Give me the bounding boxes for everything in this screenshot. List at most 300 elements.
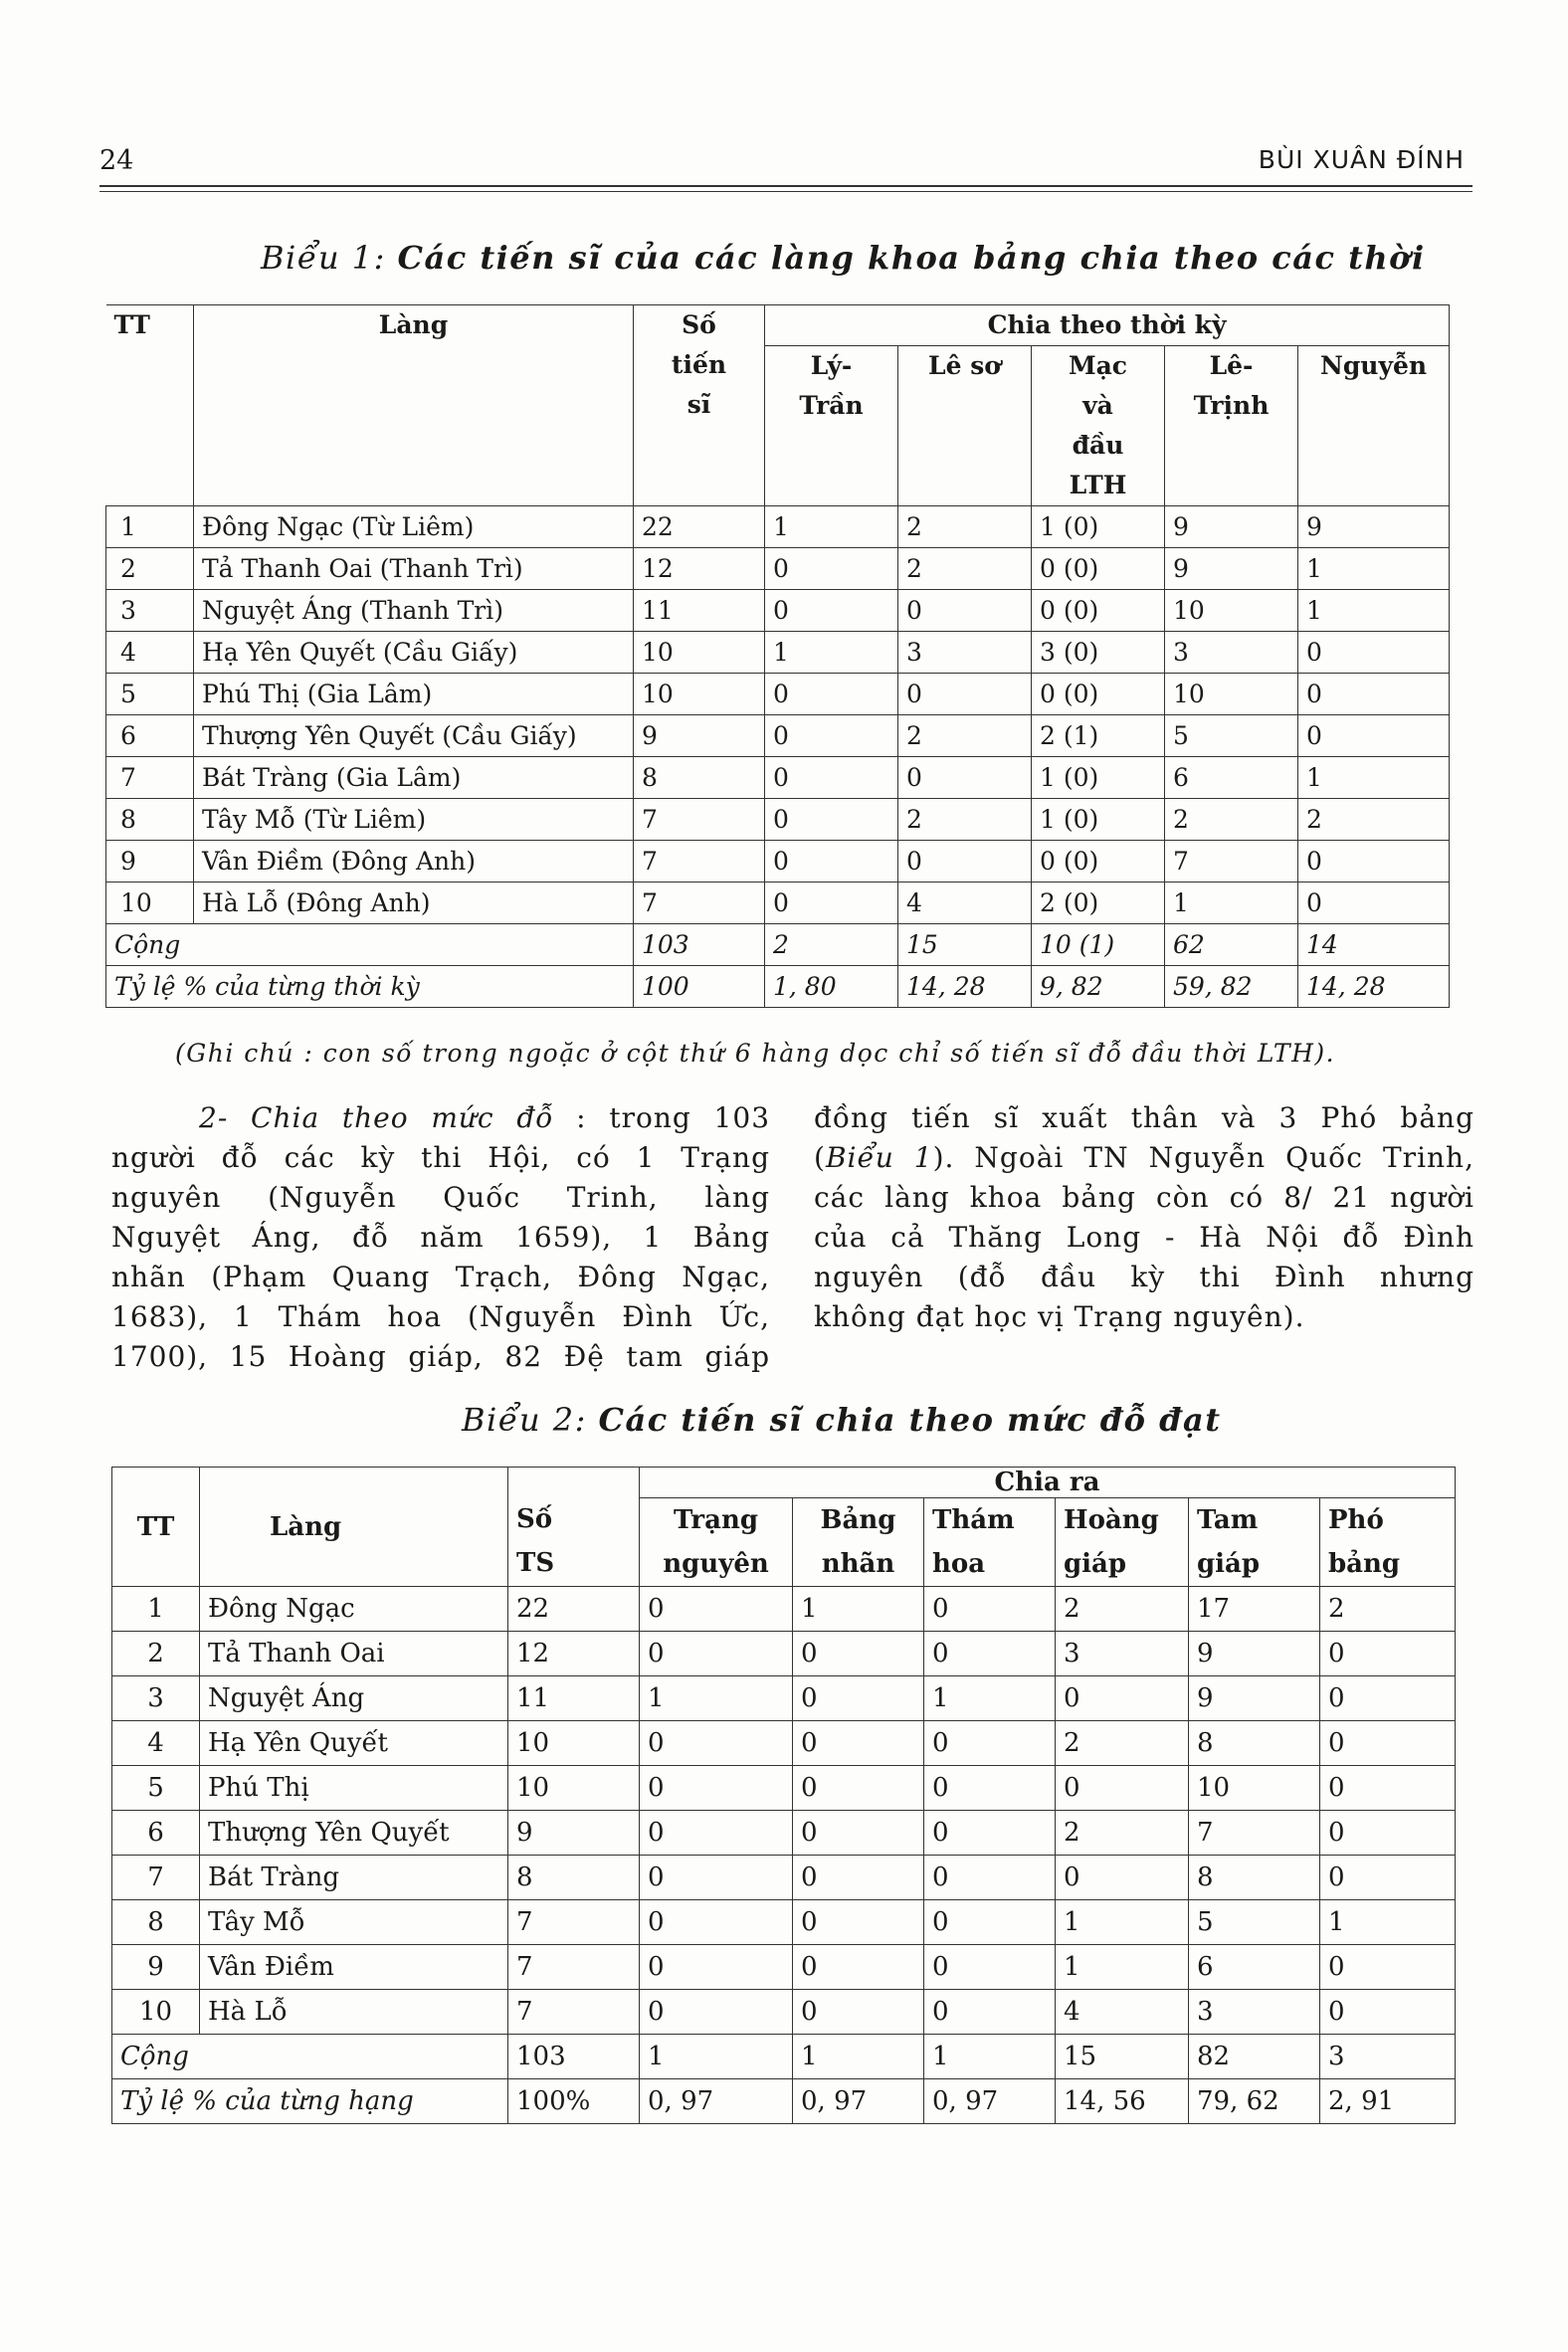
table-row (106, 799, 1450, 841)
table-cell: 10 (508, 1766, 640, 1811)
body-line-text: ). Ngoài TN Nguyễn Quốc Trinh, (932, 1141, 1474, 1174)
table-cell: 0 (793, 1990, 924, 2035)
table-row (106, 882, 1450, 924)
village-name: Tả Thanh Oai (Thanh Trì) (194, 548, 634, 590)
table1-caption (261, 239, 1426, 277)
row-index: 9 (112, 1945, 200, 1990)
table-cell: 0 (924, 1945, 1056, 1990)
table-cell: 7 (634, 841, 765, 882)
table-cell: 1 (765, 506, 898, 548)
village-name: Hà Lỗ (Đông Anh) (194, 882, 634, 924)
table-cell: 3 (1056, 1632, 1189, 1676)
table-cell: 6 (1165, 757, 1298, 799)
table-cell: 100% (508, 2079, 640, 2124)
row-index: 4 (112, 1721, 200, 1766)
table-row (106, 632, 1450, 674)
table-cell: 0 (793, 1632, 924, 1676)
table2-header-line: giáp (1064, 1549, 1127, 1579)
table-cell: 1 (765, 632, 898, 674)
table-row (112, 1632, 1456, 1676)
table1-header-line: Lý- (810, 351, 853, 380)
table2-header-line: Phó (1328, 1505, 1384, 1535)
table-cell: 7 (634, 882, 765, 924)
body-line: Nguyệt Áng, đỗ năm 1659), 1 Bảng (111, 1221, 770, 1254)
table-cell: 100 (634, 966, 765, 1008)
table-cell: 0 (765, 882, 898, 924)
village-name: Vân Điềm (Đông Anh) (194, 841, 634, 882)
table-cell: 7 (1189, 1811, 1320, 1856)
table-cell: 7 (1165, 841, 1298, 882)
village-name: Đông Ngạc (Từ Liêm) (194, 506, 634, 548)
table-cell: 0 (1320, 1766, 1456, 1811)
table-cell: 1 (924, 1676, 1056, 1721)
table-cell: 103 (634, 924, 765, 966)
table-cell: 1 (0) (1032, 799, 1165, 841)
table-cell: 0 (640, 1766, 793, 1811)
table1 (105, 304, 1450, 1008)
table-cell: 2 (1298, 799, 1450, 841)
table1-header-le-so: Lê sơ (898, 346, 1032, 506)
village-name: Phú Thị (Gia Lâm) (194, 674, 634, 715)
table-row (112, 1811, 1456, 1856)
body-line: nhãn (Phạm Quang Trạch, Đông Ngạc, (111, 1261, 770, 1293)
body-left-column (111, 1098, 770, 1377)
section-heading: 2- Chia theo mức đỗ (199, 1101, 554, 1134)
table-cell: 0 (793, 1676, 924, 1721)
table1-header-lang: Làng (194, 305, 634, 506)
table-row (106, 674, 1450, 715)
table-cell: 9 (1165, 548, 1298, 590)
table-cell: 0 (640, 1587, 793, 1632)
table-cell: 10 (634, 632, 765, 674)
table-cell: 9 (1189, 1676, 1320, 1721)
table-cell: 3 (1189, 1990, 1320, 2035)
table-cell: 5 (1189, 1900, 1320, 1945)
table-cell: 0 (640, 1811, 793, 1856)
table-cell: 0 (1056, 1676, 1189, 1721)
body-line: nguyên (đỗ đầu kỳ thi Đình nhưng (814, 1261, 1474, 1293)
table-cell: 2 (1320, 1587, 1456, 1632)
table-cell: 2 (1) (1032, 715, 1165, 757)
table2-caption (462, 1401, 1222, 1439)
row-index: 10 (106, 882, 194, 924)
ratio-label: Tỷ lệ % của từng thời kỳ (106, 966, 634, 1008)
table-cell: 2 (0) (1032, 882, 1165, 924)
table-cell: 14 (1298, 924, 1450, 966)
table-cell: 0 (1298, 632, 1450, 674)
table-cell: 2, 91 (1320, 2079, 1456, 2124)
table-cell: 0 (0) (1032, 841, 1165, 882)
table-cell: 1 (640, 2035, 793, 2079)
body-line-text: ( (814, 1141, 826, 1174)
table-cell: 0 (765, 715, 898, 757)
table-cell: 9 (508, 1811, 640, 1856)
table2-header-line: TS (516, 1548, 555, 1578)
table-cell: 1 (793, 1587, 924, 1632)
table-cell: 62 (1165, 924, 1298, 966)
table-cell: 2 (1056, 1721, 1189, 1766)
table-cell: 0 (1298, 674, 1450, 715)
table-cell: 0 (0) (1032, 548, 1165, 590)
row-index: 5 (106, 674, 194, 715)
table-cell: 1 (1298, 757, 1450, 799)
table-cell: 22 (634, 506, 765, 548)
body-line: 1700), 15 Hoàng giáp, 82 Đệ tam giáp (111, 1340, 770, 1373)
ratio-row (112, 2079, 1456, 2124)
table-cell: 14, 28 (898, 966, 1032, 1008)
table-cell: 0 (1056, 1766, 1189, 1811)
village-name: Thượng Yên Quyết (Cầu Giấy) (194, 715, 634, 757)
table1-header-line: Trần (799, 391, 864, 420)
table-cell: 7 (508, 1900, 640, 1945)
table2-header-tam-giap (1189, 1498, 1320, 1587)
table-cell: 0 (898, 841, 1032, 882)
village-name: Đông Ngạc (200, 1587, 508, 1632)
table2-header-line: Số (516, 1504, 553, 1534)
table-cell: 0 (924, 1632, 1056, 1676)
table-cell: 79, 62 (1189, 2079, 1320, 2124)
table2-header-trang-nguyen (640, 1498, 793, 1587)
table-cell: 0 (1298, 715, 1450, 757)
table-cell: 0 (924, 1990, 1056, 2035)
table-cell: 0 (1320, 1676, 1456, 1721)
table-cell: 0 (640, 1945, 793, 1990)
table1-header-line: Trịnh (1193, 391, 1270, 420)
table1-header-line: và (1082, 391, 1113, 420)
village-name: Thượng Yên Quyết (200, 1811, 508, 1856)
table-cell: 2 (1056, 1811, 1189, 1856)
table-cell: 103 (508, 2035, 640, 2079)
total-row (112, 2035, 1456, 2079)
row-index: 8 (106, 799, 194, 841)
body-line: nguyên (Nguyễn Quốc Trinh, làng (111, 1181, 770, 1214)
page-number: 24 (99, 145, 134, 176)
table-cell: 0 (1320, 1811, 1456, 1856)
table-row (112, 1945, 1456, 1990)
table1-body (106, 506, 1450, 1008)
total-label: Cộng (106, 924, 634, 966)
table1-header-tt: TT (106, 305, 194, 506)
village-name: Tây Mỗ (200, 1900, 508, 1945)
table-cell: 8 (1189, 1856, 1320, 1900)
row-index: 1 (106, 506, 194, 548)
header-rule-thin (99, 191, 1472, 192)
table-cell: 3 (1165, 632, 1298, 674)
body-line: người đỗ các kỳ thi Hội, có 1 Trạng (111, 1141, 770, 1174)
village-name: Hạ Yên Quyết (200, 1721, 508, 1766)
table1-note: (Ghi chú : con số trong ngoặc ở cột thứ 6 hàng dọc chỉ số tiến sĩ đỗ đầu thời LTH). (175, 1039, 1336, 1068)
table-cell: 0 (924, 1900, 1056, 1945)
table-cell: 0 (1320, 1856, 1456, 1900)
body-line: các làng khoa bảng còn có 8/ 21 người (814, 1181, 1474, 1214)
table-row (112, 1587, 1456, 1632)
table2-header-tt: TT (112, 1468, 200, 1587)
table-cell: 0, 97 (793, 2079, 924, 2124)
table-cell: 0 (1298, 882, 1450, 924)
table1-header-line: Mạc (1068, 351, 1128, 380)
table-cell: 8 (1189, 1721, 1320, 1766)
table2-header-line: Thám (932, 1505, 1015, 1535)
row-index: 1 (112, 1587, 200, 1632)
table-cell: 0 (793, 1856, 924, 1900)
table-cell: 15 (1056, 2035, 1189, 2079)
table1-header-ly-tran (765, 346, 898, 506)
table-cell: 2 (898, 548, 1032, 590)
table2-header-group: Chia ra (640, 1468, 1456, 1498)
table-cell: 0 (1320, 1721, 1456, 1766)
table-cell: 4 (1056, 1990, 1189, 2035)
table-cell: 1 (1056, 1945, 1189, 1990)
table-cell: 0 (765, 757, 898, 799)
village-name: Vân Điềm (200, 1945, 508, 1990)
table-cell: 0 (1056, 1856, 1189, 1900)
table-cell: 0 (765, 674, 898, 715)
table-cell: 3 (0) (1032, 632, 1165, 674)
total-label: Cộng (112, 2035, 508, 2079)
table1-header-so-ts-line: Số (682, 310, 716, 339)
row-index: 7 (112, 1856, 200, 1900)
table-cell: 0 (793, 1721, 924, 1766)
table-cell: 3 (1320, 2035, 1456, 2079)
table-cell: 4 (898, 882, 1032, 924)
village-name: Bát Tràng (Gia Lâm) (194, 757, 634, 799)
table-row (112, 1900, 1456, 1945)
table2-header-line: nhãn (821, 1549, 895, 1579)
table-cell: 9 (1298, 506, 1450, 548)
table-cell: 1 (1165, 882, 1298, 924)
table-cell: 10 (634, 674, 765, 715)
table2-header-line: Bảng (820, 1505, 896, 1535)
table-cell: 15 (898, 924, 1032, 966)
table-cell: 8 (634, 757, 765, 799)
table2-header-pho-bang (1320, 1498, 1456, 1587)
body-line: đồng tiến sĩ xuất thân và 3 Phó bảng (814, 1101, 1474, 1134)
table1-header (106, 305, 1450, 506)
table-cell: 0 (1320, 1990, 1456, 2035)
table-cell: 1 (1056, 1900, 1189, 1945)
ratio-label: Tỷ lệ % của từng hạng (112, 2079, 508, 2124)
table-cell: 1 (640, 1676, 793, 1721)
village-name: Hạ Yên Quyết (Cầu Giấy) (194, 632, 634, 674)
table-cell: 0 (793, 1766, 924, 1811)
table-cell: 10 (1165, 590, 1298, 632)
table-row (106, 715, 1450, 757)
row-index: 5 (112, 1766, 200, 1811)
table-cell: 0 (898, 590, 1032, 632)
table-row (106, 590, 1450, 632)
table-cell: 11 (508, 1676, 640, 1721)
table1-header-line: đầu (1072, 431, 1124, 460)
table-cell: 10 (1165, 674, 1298, 715)
row-index: 9 (106, 841, 194, 882)
table-cell: 0 (898, 674, 1032, 715)
table-cell: 17 (1189, 1587, 1320, 1632)
table-cell: 2 (1056, 1587, 1189, 1632)
table1-header-line: LTH (1069, 471, 1127, 499)
body-line: của cả Thăng Long - Hà Nội đỗ Đình (814, 1221, 1474, 1254)
table-cell: 0 (640, 1900, 793, 1945)
table-cell: 0 (640, 1721, 793, 1766)
table-cell: 10 (1189, 1766, 1320, 1811)
table-row (106, 548, 1450, 590)
body-line-text: : trong 103 (553, 1101, 771, 1134)
table-cell: 22 (508, 1587, 640, 1632)
table2-header-line: hoa (932, 1549, 986, 1579)
table2-body (112, 1587, 1456, 2124)
table-cell: 10 (1) (1032, 924, 1165, 966)
table2-caption-title: Các tiến sĩ chia theo mức đỗ đạt (598, 1401, 1222, 1439)
table-cell: 1, 80 (765, 966, 898, 1008)
table-cell: 11 (634, 590, 765, 632)
row-index: 2 (112, 1632, 200, 1676)
body-right-column (814, 1098, 1474, 1337)
body-line (111, 1098, 770, 1138)
table-cell: 0 (0) (1032, 674, 1165, 715)
table-cell: 0 (924, 1587, 1056, 1632)
row-index: 4 (106, 632, 194, 674)
running-header-author: BÙI XUÂN ĐÍNH (1258, 145, 1465, 174)
table-row (106, 506, 1450, 548)
table2-header-line: Trạng (673, 1505, 759, 1535)
table-row (106, 841, 1450, 882)
table-cell: 7 (508, 1945, 640, 1990)
table-cell: 0 (640, 1856, 793, 1900)
table-cell: 9, 82 (1032, 966, 1165, 1008)
village-name: Bát Tràng (200, 1856, 508, 1900)
row-index: 2 (106, 548, 194, 590)
row-index: 10 (112, 1990, 200, 2035)
table-row (112, 1721, 1456, 1766)
table-cell: 0, 97 (924, 2079, 1056, 2124)
table-cell: 8 (508, 1856, 640, 1900)
table1-caption-prefix: Biểu 1: (261, 239, 386, 277)
row-index: 6 (106, 715, 194, 757)
table-cell: 3 (898, 632, 1032, 674)
table-cell: 12 (634, 548, 765, 590)
row-index: 3 (112, 1676, 200, 1721)
table1-header-group: Chia theo thời kỳ (765, 305, 1450, 346)
body-line: 1683), 1 Thám hoa (Nguyễn Đình Ức, (111, 1300, 770, 1333)
table-cell: 14, 28 (1298, 966, 1450, 1008)
ratio-row (106, 966, 1450, 1008)
table-cell: 0 (640, 1990, 793, 2035)
table2-header-line: Tam (1197, 1505, 1259, 1535)
table-cell: 5 (1165, 715, 1298, 757)
table-cell: 2 (1165, 799, 1298, 841)
header-rule (99, 185, 1472, 187)
table-cell: 59, 82 (1165, 966, 1298, 1008)
table1-header-mac (1032, 346, 1165, 506)
table1-header-so-ts-line: sĩ (686, 390, 711, 419)
table-cell: 9 (1189, 1632, 1320, 1676)
table-row (112, 1990, 1456, 2035)
table2-caption-prefix: Biểu 2: (462, 1401, 587, 1439)
table-cell: 0 (793, 1945, 924, 1990)
table-cell: 1 (1320, 1900, 1456, 1945)
table2-header-hoang-giap (1056, 1498, 1189, 1587)
body-line (814, 1138, 1474, 1178)
village-name: Tây Mỗ (Từ Liêm) (194, 799, 634, 841)
village-name: Nguyệt Áng (200, 1676, 508, 1721)
table-cell: 0 (924, 1856, 1056, 1900)
table-cell: 7 (508, 1990, 640, 2035)
table-cell: 1 (793, 2035, 924, 2079)
table-cell: 14, 56 (1056, 2079, 1189, 2124)
village-name: Nguyệt Áng (Thanh Trì) (194, 590, 634, 632)
table-cell: 2 (898, 799, 1032, 841)
row-index: 6 (112, 1811, 200, 1856)
table-cell: 0 (1320, 1632, 1456, 1676)
table-cell: 1 (0) (1032, 757, 1165, 799)
table-cell: 2 (898, 715, 1032, 757)
table-cell: 12 (508, 1632, 640, 1676)
table-cell: 0 (1298, 841, 1450, 882)
table-cell: 0 (765, 548, 898, 590)
table-cell: 1 (0) (1032, 506, 1165, 548)
table-cell: 0 (898, 757, 1032, 799)
table-cell: 0 (765, 799, 898, 841)
table-cell: 1 (924, 2035, 1056, 2079)
row-index: 8 (112, 1900, 200, 1945)
table2-header-tham-hoa (924, 1498, 1056, 1587)
table2-header-bang-nhan (793, 1498, 924, 1587)
table-cell: 2 (898, 506, 1032, 548)
table2-header-lang: Làng (200, 1468, 508, 1587)
table1-caption-title: Các tiến sĩ của các làng khoa bảng chia theo các thời (397, 239, 1426, 277)
table-cell: 82 (1189, 2035, 1320, 2079)
table1-header-line: Lê- (1209, 351, 1254, 380)
table-cell: 0 (0) (1032, 590, 1165, 632)
village-name: Hà Lỗ (200, 1990, 508, 2035)
body-line: không đạt học vị Trạng nguyên). (814, 1300, 1305, 1333)
table-cell: 0 (765, 590, 898, 632)
table-cell: 0 (1320, 1945, 1456, 1990)
table-cell: 6 (1189, 1945, 1320, 1990)
table2-header-line: bảng (1328, 1549, 1401, 1579)
table-row (112, 1676, 1456, 1721)
table-cell: 1 (1298, 590, 1450, 632)
table2-header-so-ts (508, 1468, 640, 1587)
table-cell: 9 (634, 715, 765, 757)
table-row (106, 757, 1450, 799)
table-cell: 0 (924, 1766, 1056, 1811)
table-cell: 0 (640, 1632, 793, 1676)
table-cell: 0 (924, 1721, 1056, 1766)
row-index: 3 (106, 590, 194, 632)
table-cell: 0 (924, 1811, 1056, 1856)
table-reference: Biểu 1 (825, 1141, 933, 1174)
table2-header-line: nguyên (663, 1549, 769, 1579)
table-row (112, 1766, 1456, 1811)
table1-header-so-ts-line: tiến (671, 350, 727, 379)
table2-header (112, 1468, 1456, 1587)
table1-header-so-ts (634, 305, 765, 506)
table-cell: 0 (765, 841, 898, 882)
table2 (111, 1467, 1456, 2124)
table-cell: 10 (508, 1721, 640, 1766)
table-cell: 7 (634, 799, 765, 841)
village-name: Tả Thanh Oai (200, 1632, 508, 1676)
table2-header-line: giáp (1197, 1549, 1261, 1579)
table2-header-line: Hoàng (1064, 1505, 1159, 1535)
table-cell: 0, 97 (640, 2079, 793, 2124)
village-name: Phú Thị (200, 1766, 508, 1811)
row-index: 7 (106, 757, 194, 799)
table1-header-le-trinh (1165, 346, 1298, 506)
table-cell: 0 (793, 1900, 924, 1945)
table-row (112, 1856, 1456, 1900)
table-cell: 0 (793, 1811, 924, 1856)
